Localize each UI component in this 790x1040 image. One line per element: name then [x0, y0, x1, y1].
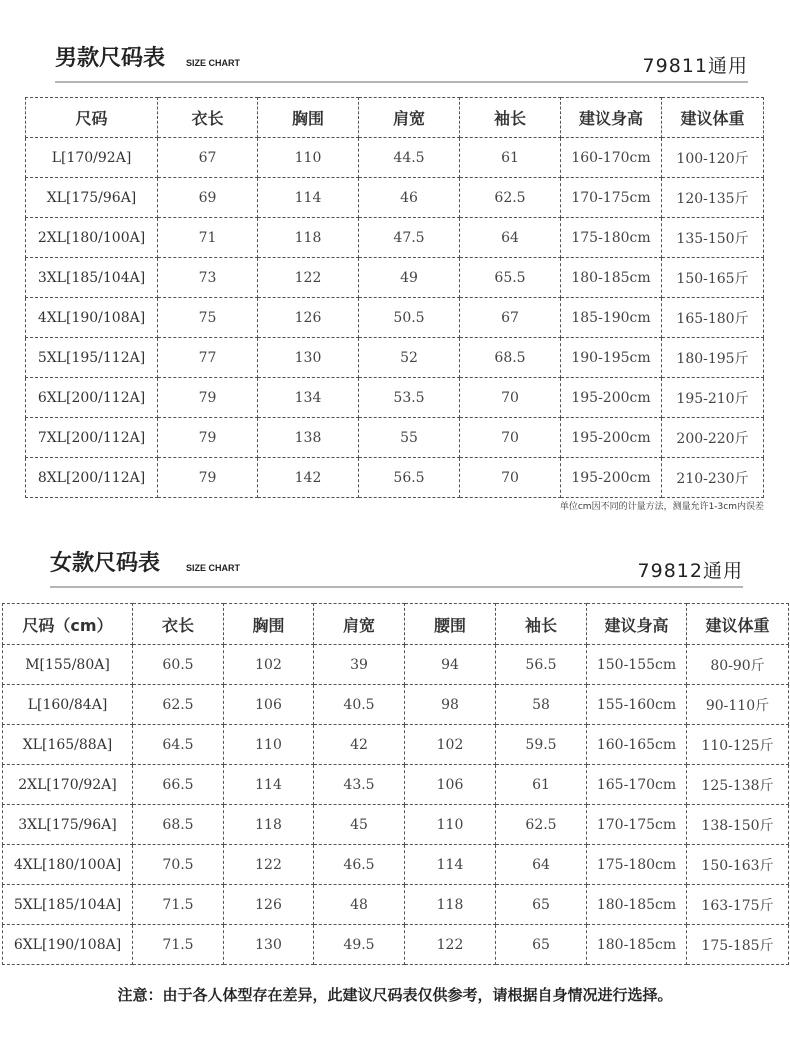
table-cell: 90-110斤	[687, 685, 789, 725]
women-chart-title: 女款尺码表	[50, 551, 161, 576]
table-cell: 118	[224, 805, 314, 845]
table-cell: 150-163斤	[687, 845, 789, 885]
table-cell: 130	[224, 925, 314, 965]
table-cell: 56.5	[496, 645, 587, 685]
size-cell: 6XL[190/108A]	[3, 925, 133, 965]
table-cell: 65.5	[460, 258, 561, 298]
size-cell: M[155/80A]	[3, 645, 133, 685]
size-cell: 3XL[185/104A]	[26, 258, 158, 298]
men-model-number: 79811通用	[642, 55, 748, 77]
women-model-number: 79812通用	[637, 560, 743, 582]
table-cell: 68.5	[133, 805, 224, 845]
table-cell: 195-210斤	[662, 378, 764, 418]
table-cell: 62.5	[460, 178, 561, 218]
table-cell: 200-220斤	[662, 418, 764, 458]
table-cell: 70	[460, 378, 561, 418]
table-cell: 45	[314, 805, 405, 845]
women-section-header	[50, 545, 743, 585]
table-cell: 40.5	[314, 685, 405, 725]
table-cell: 59.5	[496, 725, 587, 765]
table-cell: 102	[224, 645, 314, 685]
table-cell: 175-180cm	[561, 218, 662, 258]
table-cell: 79	[158, 458, 258, 498]
table-cell: 79	[158, 378, 258, 418]
table-cell: 114	[224, 765, 314, 805]
table-cell: 150-165斤	[662, 258, 764, 298]
table-cell: 71.5	[133, 925, 224, 965]
table-cell: 53.5	[359, 378, 460, 418]
measurement-note: 单位cm因不同的计量方法，测量允许1-3cm内误差	[559, 502, 764, 512]
table-cell: 110-125斤	[687, 725, 789, 765]
table-row	[3, 885, 789, 925]
column-header: 衣长	[133, 604, 224, 645]
table-cell: 134	[258, 378, 359, 418]
size-cell: 6XL[200/112A]	[26, 378, 158, 418]
table-cell: 60.5	[133, 645, 224, 685]
size-cell: XL[175/96A]	[26, 178, 158, 218]
table-cell: 67	[460, 298, 561, 338]
table-cell: 58	[496, 685, 587, 725]
size-cell: 8XL[200/112A]	[26, 458, 158, 498]
table-row	[26, 378, 764, 418]
table-cell: 44.5	[359, 138, 460, 178]
table-cell: 66.5	[133, 765, 224, 805]
table-cell: 180-185cm	[561, 258, 662, 298]
table-row	[3, 685, 789, 725]
table-cell: 165-170cm	[587, 765, 687, 805]
header-row	[26, 98, 764, 138]
table-cell: 125-138斤	[687, 765, 789, 805]
column-header: 尺码	[26, 98, 158, 138]
table-cell: 118	[405, 885, 496, 925]
table-cell: 160-165cm	[587, 725, 687, 765]
column-header: 衣长	[158, 98, 258, 138]
table-row	[3, 725, 789, 765]
table-cell: 52	[359, 338, 460, 378]
table-cell: 94	[405, 645, 496, 685]
size-cell: 7XL[200/112A]	[26, 418, 158, 458]
size-cell: 4XL[180/100A]	[3, 845, 133, 885]
table-cell: 49.5	[314, 925, 405, 965]
column-header: 袖长	[496, 604, 587, 645]
table-cell: 195-200cm	[561, 418, 662, 458]
table-cell: 67	[158, 138, 258, 178]
size-cell: XL[165/88A]	[3, 725, 133, 765]
table-cell: 73	[158, 258, 258, 298]
table-cell: 70	[460, 458, 561, 498]
table-cell: 110	[258, 138, 359, 178]
table-cell: 50.5	[359, 298, 460, 338]
table-cell: 79	[158, 418, 258, 458]
column-header: 尺码（cm）	[3, 604, 133, 645]
table-cell: 130	[258, 338, 359, 378]
table-cell: 46.5	[314, 845, 405, 885]
column-header: 建议体重	[687, 604, 789, 645]
table-cell: 64	[496, 845, 587, 885]
table-cell: 80-90斤	[687, 645, 789, 685]
size-cell: L[160/84A]	[3, 685, 133, 725]
table-cell: 180-185cm	[587, 885, 687, 925]
table-cell: 71	[158, 218, 258, 258]
table-row	[3, 925, 789, 965]
table-cell: 77	[158, 338, 258, 378]
table-cell: 56.5	[359, 458, 460, 498]
table-row	[26, 418, 764, 458]
table-cell: 126	[258, 298, 359, 338]
table-cell: 170-175cm	[587, 805, 687, 845]
table-cell: 175-185斤	[687, 925, 789, 965]
table-cell: 62.5	[133, 685, 224, 725]
table-row	[26, 338, 764, 378]
size-cell: 2XL[180/100A]	[26, 218, 158, 258]
women-chart-subtitle: SIZE CHART	[186, 563, 240, 573]
size-cell: 5XL[185/104A]	[3, 885, 133, 925]
table-cell: 114	[258, 178, 359, 218]
table-cell: 106	[224, 685, 314, 725]
table-cell: 122	[224, 845, 314, 885]
table-cell: 75	[158, 298, 258, 338]
table-cell: 106	[405, 765, 496, 805]
table-cell: 210-230斤	[662, 458, 764, 498]
table-cell: 110	[224, 725, 314, 765]
table-cell: 65	[496, 885, 587, 925]
table-cell: 68.5	[460, 338, 561, 378]
column-header: 袖长	[460, 98, 561, 138]
table-cell: 185-190cm	[561, 298, 662, 338]
table-cell: 114	[405, 845, 496, 885]
table-cell: 102	[405, 725, 496, 765]
column-header: 建议体重	[662, 98, 764, 138]
table-cell: 42	[314, 725, 405, 765]
table-cell: 70	[460, 418, 561, 458]
table-cell: 150-155cm	[587, 645, 687, 685]
table-row	[26, 138, 764, 178]
column-header: 胸围	[258, 98, 359, 138]
table-row	[26, 218, 764, 258]
table-cell: 64.5	[133, 725, 224, 765]
table-row	[3, 805, 789, 845]
table-cell: 122	[258, 258, 359, 298]
table-cell: 155-160cm	[587, 685, 687, 725]
table-cell: 190-195cm	[561, 338, 662, 378]
table-cell: 55	[359, 418, 460, 458]
women-header-divider	[50, 586, 743, 588]
table-cell: 122	[405, 925, 496, 965]
table-cell: 39	[314, 645, 405, 685]
men-header-divider	[55, 81, 748, 83]
table-cell: 165-180斤	[662, 298, 764, 338]
table-cell: 180-195斤	[662, 338, 764, 378]
footer-disclaimer: 注意：由于各人体型存在差异，此建议尺码表仅供参考，请根据自身情况进行选择。	[117, 986, 673, 1004]
table-cell: 70.5	[133, 845, 224, 885]
table-cell: 98	[405, 685, 496, 725]
table-row	[3, 765, 789, 805]
table-cell: 180-185cm	[587, 925, 687, 965]
women-size-table	[2, 603, 789, 965]
men-chart-subtitle: SIZE CHART	[186, 58, 240, 68]
column-header: 建议身高	[587, 604, 687, 645]
table-cell: 48	[314, 885, 405, 925]
size-cell: L[170/92A]	[26, 138, 158, 178]
table-cell: 100-120斤	[662, 138, 764, 178]
column-header: 建议身高	[561, 98, 662, 138]
table-row	[26, 458, 764, 498]
table-row	[3, 845, 789, 885]
table-cell: 69	[158, 178, 258, 218]
table-row	[26, 178, 764, 218]
table-cell: 170-175cm	[561, 178, 662, 218]
table-row	[26, 258, 764, 298]
column-header: 肩宽	[314, 604, 405, 645]
column-header: 胸围	[224, 604, 314, 645]
table-cell: 47.5	[359, 218, 460, 258]
table-cell: 61	[460, 138, 561, 178]
men-section-header	[55, 40, 748, 80]
table-cell: 138-150斤	[687, 805, 789, 845]
table-cell: 49	[359, 258, 460, 298]
table-cell: 163-175斤	[687, 885, 789, 925]
table-cell: 126	[224, 885, 314, 925]
table-row	[3, 645, 789, 685]
column-header: 肩宽	[359, 98, 460, 138]
table-cell: 61	[496, 765, 587, 805]
table-cell: 135-150斤	[662, 218, 764, 258]
size-cell: 3XL[175/96A]	[3, 805, 133, 845]
table-cell: 65	[496, 925, 587, 965]
table-cell: 43.5	[314, 765, 405, 805]
table-cell: 64	[460, 218, 561, 258]
table-cell: 175-180cm	[587, 845, 687, 885]
column-header: 腰围	[405, 604, 496, 645]
table-cell: 120-135斤	[662, 178, 764, 218]
table-cell: 138	[258, 418, 359, 458]
size-cell: 5XL[195/112A]	[26, 338, 158, 378]
table-cell: 118	[258, 218, 359, 258]
table-cell: 195-200cm	[561, 458, 662, 498]
table-row	[26, 298, 764, 338]
size-cell: 2XL[170/92A]	[3, 765, 133, 805]
table-cell: 71.5	[133, 885, 224, 925]
table-cell: 110	[405, 805, 496, 845]
size-cell: 4XL[190/108A]	[26, 298, 158, 338]
men-size-table	[25, 97, 764, 498]
table-cell: 142	[258, 458, 359, 498]
header-row	[3, 604, 789, 645]
table-cell: 62.5	[496, 805, 587, 845]
table-cell: 160-170cm	[561, 138, 662, 178]
table-cell: 195-200cm	[561, 378, 662, 418]
men-chart-title: 男款尺码表	[55, 46, 166, 71]
table-cell: 46	[359, 178, 460, 218]
